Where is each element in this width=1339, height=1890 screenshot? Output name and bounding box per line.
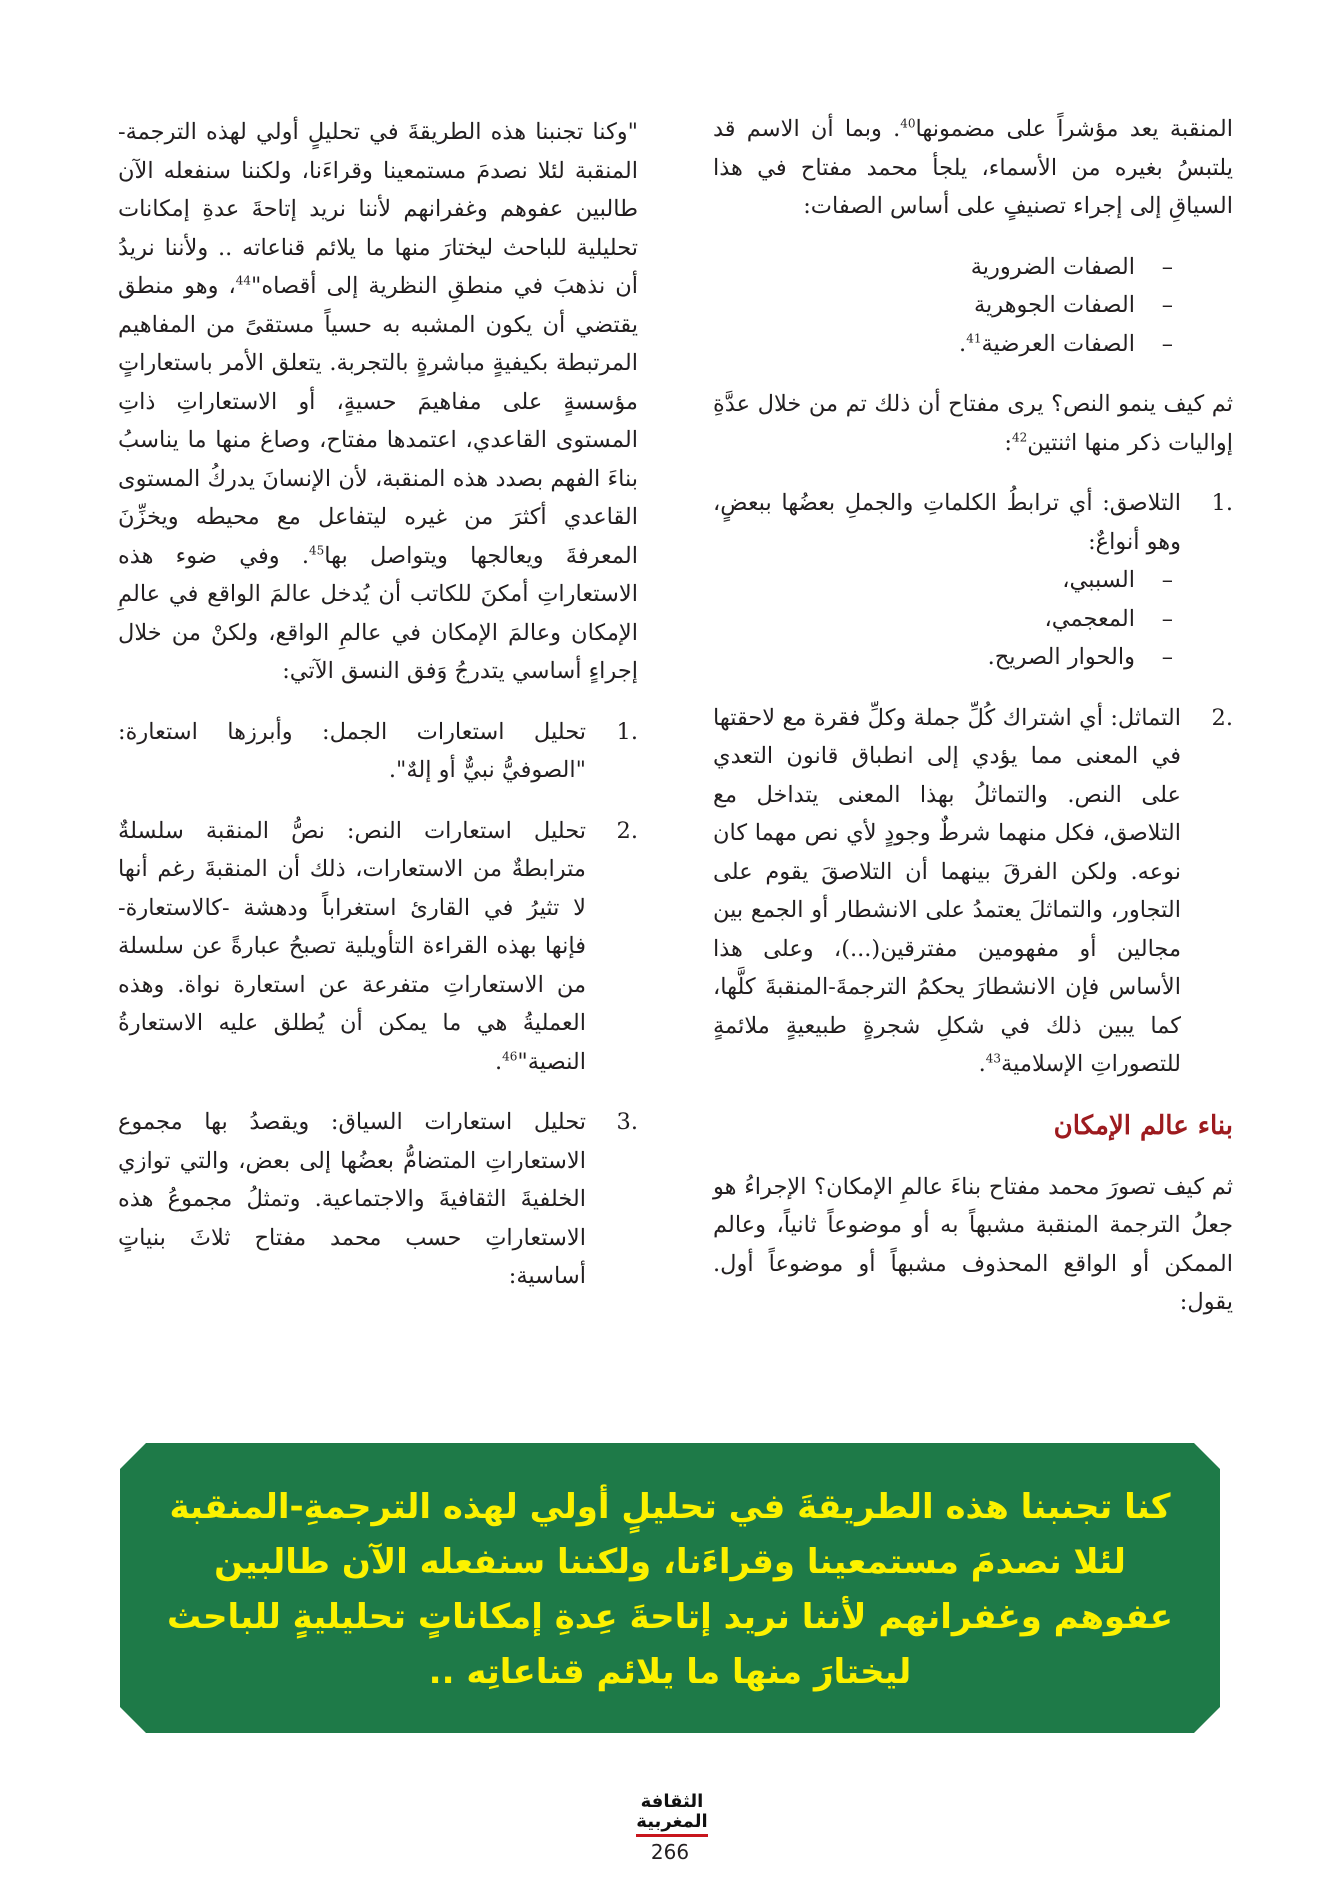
numbered-item-2 <box>713 699 1233 1084</box>
logo-underline <box>636 1834 708 1837</box>
item-text: التماثل: أي اشتراك كُلِّ جملة وكلِّ فقرة مع لاحقتها في المعنى مما يؤدي إلى انطباق قانون التعدي على النص. والتماثلُ بهذا المعنى يتداخل مع التلاصق، فكل منهما شرطٌ وجودٍ لأي نص مهما كان نوعه. ولكن الفرقَ بينهما أن التلاصقَ يقوم على التجاور، والتماثلَ يعتمدُ على الانشطار أو الجمع بين مجالين أو مفهومين مفترقين(...)، وعلى هذا الأساس فإن الانشطارَ يحكمُ الترجمةَ-المنقبةَ كلَّها، كما يبين ذلك في شكلِ شجرةٍ طبيعيةٍ ملائمةٍ للتصوراتِ الإسلامية$^{43}$. <box>713 704 1181 1077</box>
list-item: – الصفات الضرورية <box>713 248 1173 287</box>
numbered-item-2 <box>118 812 638 1082</box>
numbered-item-1 <box>713 484 1233 677</box>
section-heading: بناء عالم الإمكان <box>1053 1110 1233 1141</box>
cohesion-types-list <box>713 561 1173 677</box>
numbered-item-1 <box>118 713 638 790</box>
item-number: 2. <box>616 817 638 844</box>
item-number: 1. <box>1211 490 1233 516</box>
list-item: – الصفات العرضية$^{41}$. <box>713 325 1173 364</box>
item-number: 2. <box>1211 704 1233 731</box>
item-number: 1. <box>616 718 638 745</box>
list-item: – والحوار الصريح. <box>713 638 1173 677</box>
list-item: – السببي، <box>713 561 1173 600</box>
right-para-2: ثم كيف ينمو النص؟ يرى مفتاح أن ذلك تم من خلال عدَّةِ إواليات ذكر منها اثنتين$^{42}$: <box>713 391 1233 456</box>
logo-line-2: المغربية <box>636 1811 708 1832</box>
left-column <box>118 113 638 1296</box>
item-text: تحليل استعارات النص: نصُّ المنقبة سلسلةٌ مترابطةٌ من الاستعارات، ذلك أن المنقبةَ رغم أنها لا تثيرُ في القارئ استغراباً ودهشة -كالاستعارة- فإنها بهذه القراءة التأويلية تصبحُ عبارةً عن سلسلة من الاستعاراتِ متفرعة عن استعارة نواة. وهذه العمليةُ هي ما يمكن أن يُطلق عليه الاستعارةُ النصية"$^{46}$. <box>118 817 586 1075</box>
item-text: التلاصق: أي ترابطُ الكلماتِ والجملِ بعضُها ببعضٍ، وهو أنواعٌ: <box>713 490 1181 555</box>
quote-banner-text: كنا تجنبنا هذه الطريقةَ في تحليلٍ أولي لهذه الترجمةِ-المنقبة لئلا نصدمَ مستمعينا وقراءَنا، ولكننا سنفعله الآن طالبين عفوهم وغفرانهم لأننا نريد إتاحةَ عِدةِ إمكاناتٍ تحليليةٍ للباحث ليختارَ منها ما يلائم قناعاتِه .. <box>167 1487 1173 1692</box>
attributes-list <box>713 248 1173 364</box>
right-para-1: المنقبة يعد مؤشراً على مضمونها$^{40}$. وبما أن الاسم قد يلتبسُ بغيره من الأسماء، يلجأ محمد مفتاح في هذا السياقِ إلى إجراء تصنيفٍ على أساس الصفات: <box>713 116 1233 219</box>
right-column <box>713 110 1233 1322</box>
magazine-logo <box>636 1792 708 1838</box>
page-number: 266 <box>650 1840 690 1864</box>
list-item: – المعجمي، <box>713 600 1173 639</box>
item-text: تحليل استعارات الجمل: وأبرزها استعارة: "الصوفيُّ نبيٌّ أو إلهٌ". <box>118 718 586 783</box>
left-para-1: "وكنا تجنبنا هذه الطريقةَ في تحليلٍ أولي لهذه الترجمة-المنقبة لئلا نصدمَ مستمعينا وقراءَنا، ولكننا سنفعله الآن طالبين عفوهم وغفرانهم لأننا نريد إتاحةَ عدةِ إمكانات تحليلية للباحث ليختارَ منها ما يلائم قناعاته .. ولأننا نريدُ أن نذهبَ في منطقِ النظرية إلى أقصاه"$^{44}$، وهو منطق يقتضي أن يكون المشبه به حسياً مستقىً من المفاهيم المرتبطة بكيفيةٍ مباشرةٍ بالتجربة. يتعلق الأمر باستعاراتٍ مؤسسةٍ على مفاهيمَ حسيةٍ، أو الاستعاراتِ ذاتِ المستوى القاعدي، اعتمدها مفتاح، وصاغ منها ما يناسبُ بناءَ الفهم بصدد هذه المنقبة، لأن الإنسانَ يدركُ المستوى القاعدي أكثرَ من غيره ليتفاعل مع محيطه ويخزِّنَ المعرفةَ ويعالجها ويتواصل بها$^{45}$. وفي ضوء هذه الاستعاراتِ أمكنَ للكاتب أن يُدخل عالمَ الواقع في عالمِ الإمكان وعالمَ الإمكان في عالمِ الواقع، ولكنْ من خلال إجراءٍ أساسي يتدرجُ وَفق النسق الآتي: <box>118 119 638 684</box>
numbered-item-3 <box>118 1103 638 1296</box>
item-number: 3. <box>616 1109 638 1135</box>
item-text: تحليل استعارات السياق: ويقصدُ بها مجموع الاستعاراتِ المتضامُّ بعضُها إلى بعض، والتي توازي الخلفيةَ الثقافيةَ والاجتماعية. وتمثلُ مجموعُ هذه الاستعاراتِ حسب محمد مفتاح ثلاثَ بنياتٍ أساسية: <box>118 1109 586 1289</box>
list-item: – الصفات الجوهرية <box>713 286 1173 325</box>
logo-line-1: الثقافة <box>640 1791 704 1812</box>
right-para-3: ثم كيف تصورَ محمد مفتاح بناءَ عالمِ الإمكان؟ الإجراءُ هو جعلُ الترجمة المنقبة مشبهاً به أو موضوعاً ثانياً، وعالم الممكن أو الواقع المحذوف مشبهاً أو موضوعاً أول. يقول: <box>713 1173 1233 1315</box>
